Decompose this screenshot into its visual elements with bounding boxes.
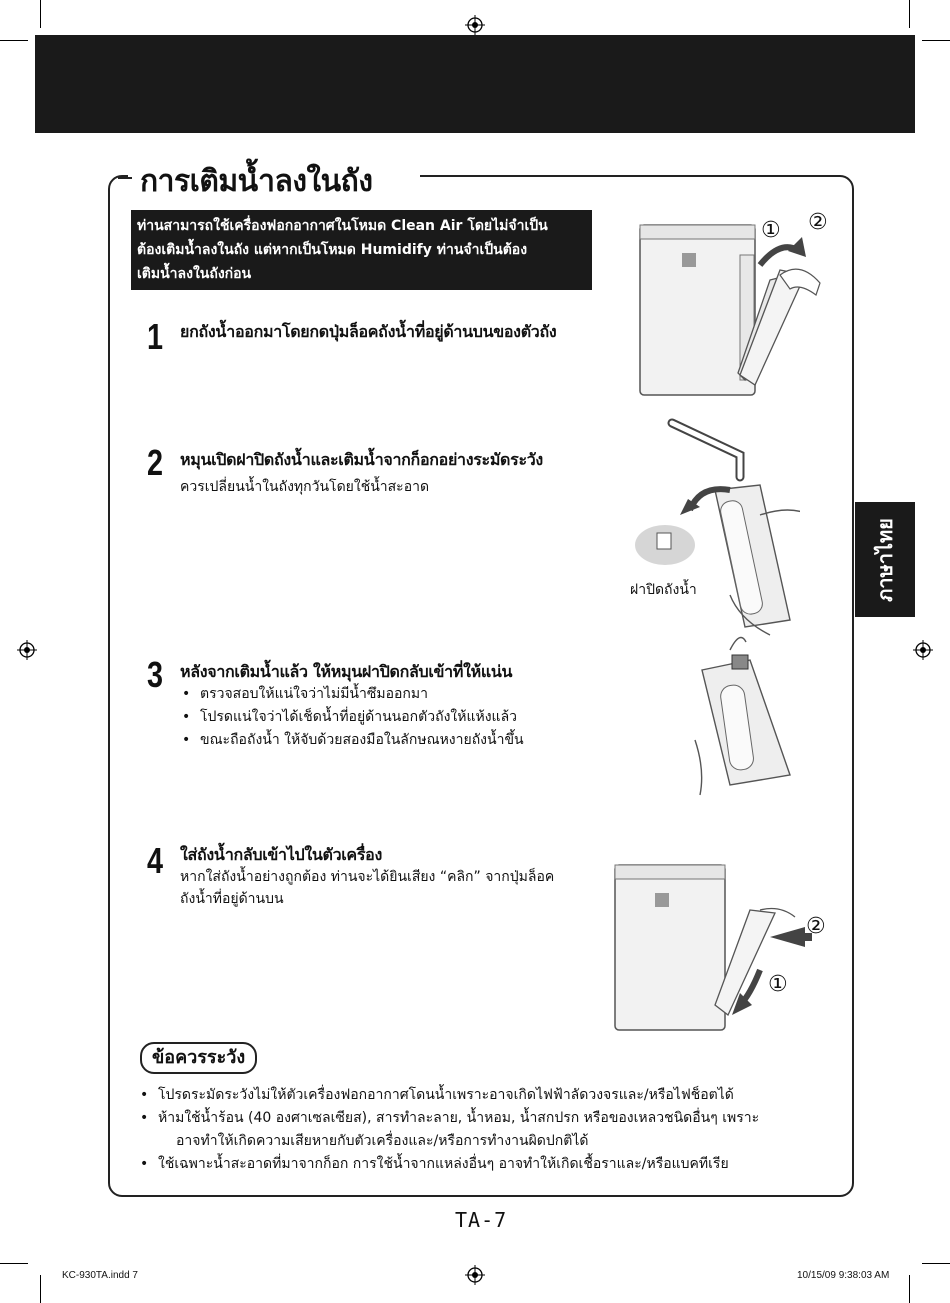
registration-mark-icon [913,640,933,660]
intro-line: ต้องเติมน้ำลงในถัง แต่หากเป็นโหมด Humidify ท่านจำเป็นต้อง [137,242,528,258]
list-item-text: อาจทำให้เกิดความเสียหายกับตัวเครื่องและ/หรือการทำงานผิดปกติได้ [176,1133,589,1149]
step-bullets [182,683,524,752]
crop-mark [40,0,41,28]
intro-box [131,210,592,290]
crop-mark [922,40,950,41]
crop-mark [0,1263,28,1264]
title-dash [118,177,132,179]
marker-1: ① [761,218,781,243]
crop-mark [40,1275,41,1303]
step-number: 2 [147,442,164,483]
registration-mark-icon [465,15,485,35]
close-cap-illustration [690,630,800,800]
step-text: หากใส่ถังน้ำอย่างถูกต้อง ท่านจะได้ยินเสียง “คลิก” จากปุ่มล็อค [180,869,555,885]
remove-tank-illustration [630,205,830,400]
marker-2: ② [808,210,828,235]
footer-timestamp: 10/15/09 9:38:03 AM [797,1270,890,1281]
insert-tank-illustration [610,855,830,1035]
list-item: • ขณะถือถังน้ำ ให้จับด้วยสองมือในลักษณหงายถังน้ำขึ้น [182,729,524,752]
marker-2: ② [806,914,826,939]
intro-line: เติมน้ำลงในถังก่อน [137,266,252,282]
caution-list [140,1084,759,1176]
step-number: 4 [147,840,164,881]
list-item: • ใช้เฉพาะน้ำสะอาดที่มาจากก็อก การใช้น้ำจากแหล่งอื่นๆ อาจทำให้เกิดเชื้อราและ/หรือแบคทีเรีย [140,1153,759,1176]
footer-file: KC-930TA.indd 7 [62,1270,138,1281]
language-tab-label: ภาษาไทย [873,517,897,602]
page-title: การเติมน้ำลงในถัง [140,164,373,199]
crop-mark [909,1275,910,1303]
page-number: TA-7 [455,1208,508,1232]
step-title: หลังจากเติมน้ำแล้ว ให้หมุนฝาปิดกลับเข้าที่ให้แน่น [180,662,513,681]
crop-mark [0,40,28,41]
intro-line: ท่านสามารถใช้เครื่องฟอกอากาศในโหมด Clean Air โดยไม่จำเป็น [137,218,548,234]
language-tab [855,502,915,617]
list-item: • ตรวจสอบให้แน่ใจว่าไม่มีน้ำซึมออกมา [182,683,524,706]
step-title: ยกถังน้ำออกมาโดยกดปุ่มล็อคถังน้ำที่อยู่ด้านบนของตัวถัง [180,322,557,341]
caution-heading: ข้อควรระวัง [140,1042,257,1074]
step-number: 3 [147,654,164,695]
registration-mark-icon [465,1265,485,1285]
step-number: 1 [147,316,164,357]
crop-mark [922,1263,950,1264]
header-bar [35,35,915,133]
step-title: หมุนเปิดฝาปิดถังน้ำและเติมน้ำจากก็อกอย่างระมัดระวัง [180,450,543,469]
step-title: ใส่ถังน้ำกลับเข้าไปในตัวเครื่อง [180,845,382,864]
list-item [140,1130,759,1153]
list-item: • โปรดแน่ใจว่าได้เช็ดน้ำที่อยู่ด้านนอกตัวถังให้แห้งแล้ว [182,706,524,729]
list-item: • โปรดระมัดระวังไม่ให้ตัวเครื่องฟอกอากาศโดนน้ำเพราะอาจเกิดไฟฟ้าลัดวงจรและ/หรือไฟช็อตได้ [140,1084,759,1107]
crop-mark [909,0,910,28]
marker-1: ① [768,972,788,997]
registration-mark-icon [17,640,37,660]
fill-tank-illustration [630,415,800,640]
step-text: ถังน้ำที่อยู่ด้านบน [180,891,284,907]
list-item: • ห้ามใช้น้ำร้อน (40 องศาเซลเซียส), สารทำละลาย, น้ำหอม, น้ำสกปรก หรือของเหลวชนิดอื่นๆ เพราะ [140,1107,759,1130]
step-text: ควรเปลี่ยนน้ำในถังทุกวันโดยใช้น้ำสะอาด [180,479,430,495]
cap-label: ฝาปิดถังน้ำ [630,582,697,598]
